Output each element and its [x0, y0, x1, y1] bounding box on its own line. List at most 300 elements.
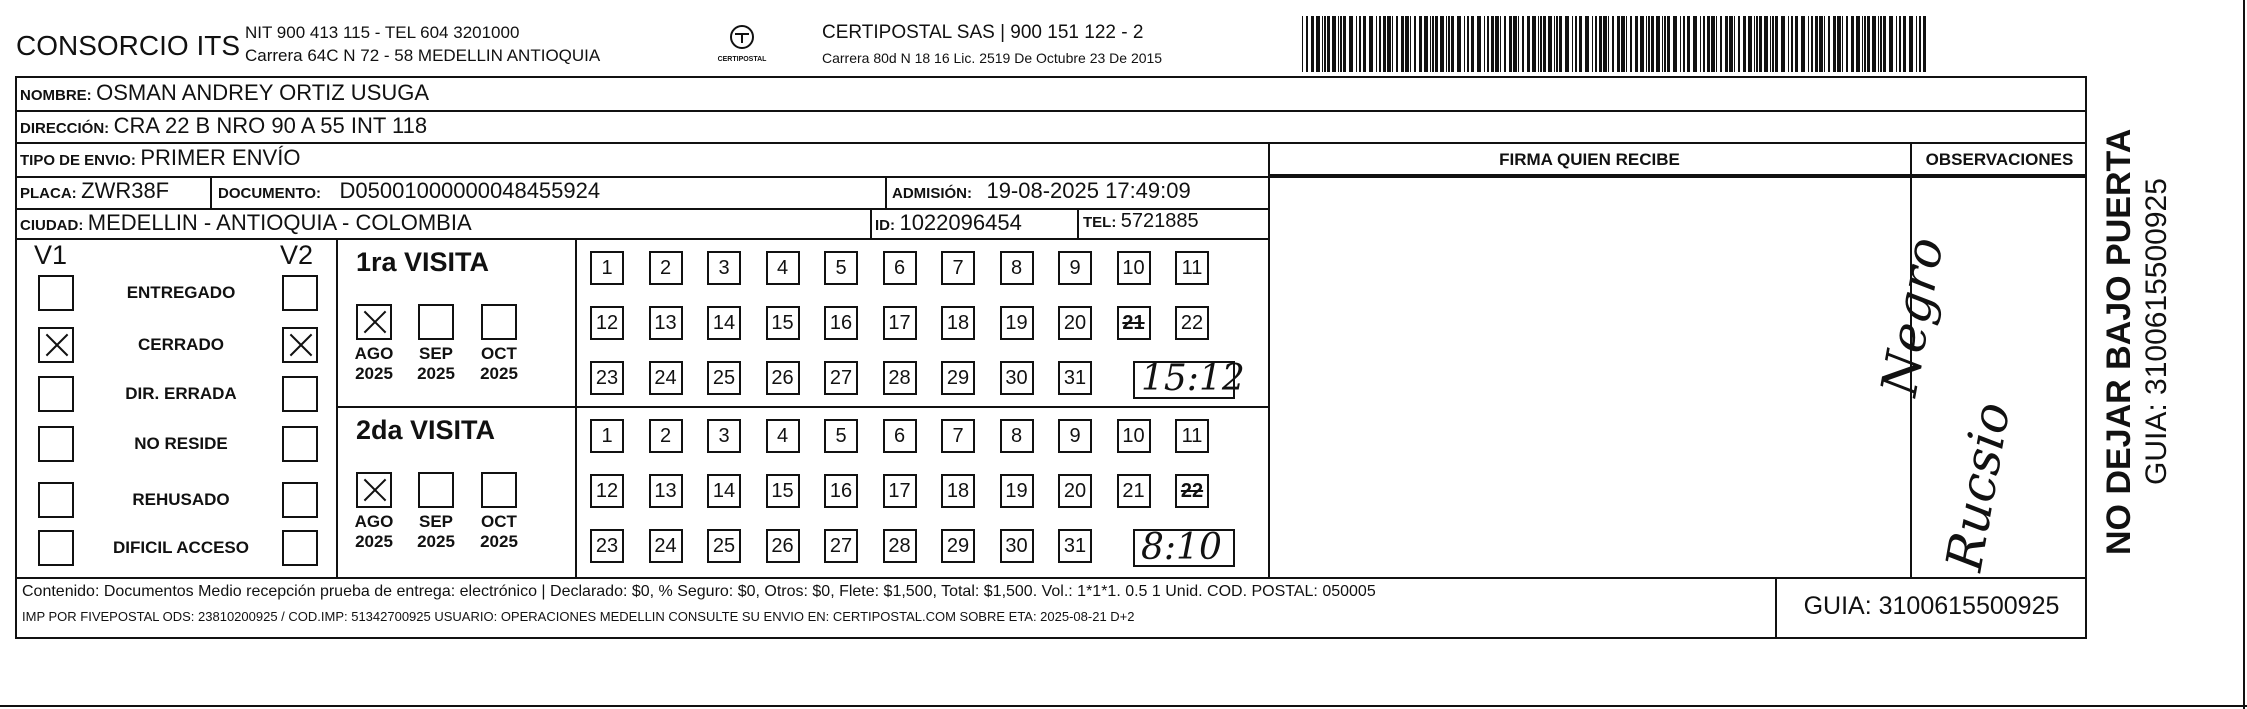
barcode-bar: [1359, 16, 1361, 72]
courier-logo: [712, 22, 772, 68]
barcode-bar: [1725, 16, 1728, 72]
city-value: MEDELLIN - ANTIOQUIA - COLOMBIA: [87, 210, 472, 235]
day-box[interactable]: 28: [883, 529, 917, 563]
barcode-bar: [1720, 16, 1722, 72]
status-label: ENTREGADO: [126, 283, 236, 302]
day-box[interactable]: 8: [1000, 251, 1034, 285]
barcode-bar: [1522, 16, 1524, 72]
barcode-bar: [1306, 16, 1308, 72]
barcode-bar: [1338, 16, 1339, 72]
day-box[interactable]: 3: [707, 419, 741, 453]
day-box[interactable]: 25: [707, 529, 741, 563]
month-label: AGO: [354, 344, 394, 363]
barcode-bar: [1410, 16, 1411, 72]
barcode-bar: [1548, 16, 1552, 72]
v2-checkbox[interactable]: [282, 426, 318, 462]
barcode-bar: [1340, 16, 1342, 72]
name-label: NOMBRE:: [20, 87, 92, 104]
barcode-bar: [1872, 16, 1876, 72]
content-line: Contenido: Documentos Medio recepción prueba de entrega: electrónico | Declarado: $0, % Seguro: $0, Otros: $0, Flete: $1,500, Total: $1,500. Vol.: 1*1*1. 0.5 1 Unid. COD. POSTAL: 050005: [22, 583, 1376, 600]
tel-value: 5721885: [1120, 210, 1199, 232]
month-year: 2025: [480, 532, 518, 551]
barcode-bar: [1363, 16, 1366, 72]
barcode-bar: [1781, 16, 1785, 72]
barcode-bar: [1575, 16, 1577, 72]
barcode-bar: [1919, 16, 1921, 72]
barcode-bar: [1729, 16, 1733, 72]
day-box[interactable]: 20: [1058, 474, 1092, 508]
plate-row: [20, 178, 169, 204]
month-label: AGO: [354, 512, 394, 531]
barcode-bar: [1923, 16, 1926, 72]
barcode-bar: [1864, 16, 1866, 72]
barcode-bar: [1392, 16, 1393, 72]
v2-checkbox[interactable]: [282, 275, 318, 311]
status-label: DIFICIL ACCESO: [112, 538, 249, 557]
divider: [1268, 142, 1270, 577]
shipping-type-value: PRIMER ENVÍO: [140, 145, 301, 170]
id-label: ID:: [875, 217, 895, 234]
barcode-bar: [1748, 16, 1752, 72]
status-label: REHUSADO: [132, 490, 230, 509]
status-label: CERRADO: [138, 335, 224, 354]
barcode-bar: [1617, 16, 1620, 72]
barcode-bar: [1791, 16, 1793, 72]
barcode-bar: [1556, 16, 1558, 72]
barcode-bar: [1538, 16, 1539, 72]
day-box[interactable]: 25: [707, 361, 741, 395]
barcode-bar: [1495, 16, 1499, 72]
barcode-bar: [1322, 16, 1323, 72]
day-box[interactable]: 10: [1117, 419, 1151, 453]
barcode-bar: [1383, 16, 1386, 72]
divider: [15, 142, 2087, 144]
plate-value: ZWR38F: [81, 178, 170, 203]
day-box[interactable]: 24: [649, 361, 683, 395]
barcode-bar: [1916, 16, 1917, 72]
day-box[interactable]: 17: [883, 306, 917, 340]
divider: [336, 406, 1268, 408]
barcode-bar: [1635, 16, 1638, 72]
day-box[interactable]: 3: [707, 251, 741, 285]
barcode-bar: [1846, 16, 1848, 72]
barcode: [1302, 16, 1930, 77]
barcode-bar: [1349, 16, 1353, 72]
company-address: Carrera 64C N 72 - 58 MEDELLIN ANTIOQUIA: [245, 46, 601, 65]
first-visit-label: 1ra VISITA: [356, 247, 490, 277]
barcode-bar: [1419, 16, 1422, 72]
day-box[interactable]: 22: [1175, 474, 1209, 508]
barcode-bar: [1640, 16, 1644, 72]
barcode-bar: [1430, 16, 1431, 72]
divider: [210, 176, 212, 208]
id-value: 1022096454: [899, 210, 1022, 235]
company-nit: NIT 900 413 115 - TEL 604 3201000: [245, 23, 520, 42]
barcode-bar: [1648, 16, 1650, 72]
month-checkbox[interactable]: [481, 472, 517, 508]
day-box[interactable]: 27: [824, 529, 858, 563]
barcode-bar: [1369, 16, 1373, 72]
day-box[interactable]: 30: [1000, 361, 1034, 395]
divider: [885, 176, 887, 208]
barcode-bar: [1811, 16, 1813, 72]
day-box[interactable]: 9: [1058, 419, 1092, 453]
barcode-bar: [1700, 16, 1701, 72]
address-value: CRA 22 B NRO 90 A 55 INT 118: [113, 113, 428, 138]
day-box[interactable]: 17: [883, 474, 917, 508]
barcode-bar: [1693, 16, 1697, 72]
status-label: NO RESIDE: [134, 434, 228, 453]
barcode-bar: [1484, 16, 1485, 72]
visit2-time: 8:10: [1141, 527, 1222, 568]
day-box[interactable]: 2: [649, 251, 683, 285]
month-checkbox[interactable]: [418, 472, 454, 508]
barcode-bar: [1379, 16, 1381, 72]
barcode-bar: [1711, 16, 1715, 72]
barcode-bar: [1862, 16, 1863, 72]
barcode-bar: [1599, 16, 1602, 72]
barcode-bar: [1302, 16, 1303, 72]
day-box[interactable]: 22: [1175, 306, 1209, 340]
month-label: OCT: [481, 344, 517, 363]
document-row: [218, 178, 600, 204]
barcode-bar: [1585, 16, 1589, 72]
barcode-bar: [1662, 16, 1663, 72]
barcode-bar: [1621, 16, 1625, 72]
divider: [15, 238, 1269, 240]
barcode-bar: [1509, 16, 1512, 72]
month-year: 2025: [480, 364, 518, 383]
barcode-bar: [1856, 16, 1860, 72]
barcode-bar: [1579, 16, 1582, 72]
month-checkbox[interactable]: [356, 472, 392, 508]
barcode-bar: [1646, 16, 1647, 72]
barcode-bar: [1656, 16, 1660, 72]
status-label: DIR. ERRADA: [125, 384, 237, 403]
day-box[interactable]: 19: [1000, 306, 1034, 340]
address-label: DIRECCIÓN:: [20, 120, 110, 137]
barcode-bar: [1801, 16, 1805, 72]
v1-checkbox[interactable]: [38, 426, 74, 462]
barcode-bar: [1401, 16, 1404, 72]
barcode-bar: [1565, 16, 1569, 72]
day-box[interactable]: 26: [766, 361, 800, 395]
v1-label: V1: [34, 240, 68, 270]
v2-label: V2: [280, 240, 314, 270]
day-box[interactable]: 21: [1117, 306, 1151, 340]
barcode-bar: [1477, 16, 1481, 72]
barcode-bar: [1471, 16, 1474, 72]
imp-line: IMP POR FIVEPOSTAL ODS: 23810200925 / COD.IMP: 51342700925 USUARIO: OPERACIONES MEDELLIN CONSULTE SU ENVIO EN: CERTIPOSTAL.COM SOBRE ETA: 2025-08-21 D+2: [22, 609, 1135, 624]
barcode-bar: [1595, 16, 1597, 72]
day-box[interactable]: 8: [1000, 419, 1034, 453]
barcode-bar: [1464, 16, 1465, 72]
day-box[interactable]: 27: [824, 361, 858, 395]
barcode-bar: [1440, 16, 1444, 72]
barcode-bar: [1554, 16, 1555, 72]
barcode-bar: [1612, 16, 1614, 72]
second-visit-label: 2da VISITA: [356, 415, 496, 445]
barcode-bar: [1540, 16, 1542, 72]
barcode-bar: [1457, 16, 1461, 72]
barcode-bar: [1332, 16, 1336, 72]
v1-checkbox[interactable]: [38, 482, 74, 518]
day-box[interactable]: 6: [883, 419, 917, 453]
day-box[interactable]: 11: [1175, 419, 1209, 453]
barcode-bar: [1324, 16, 1326, 72]
day-box[interactable]: 1: [590, 251, 624, 285]
barcode-bar: [1667, 16, 1670, 72]
barcode-bar: [1414, 16, 1416, 72]
barcode-bar: [1603, 16, 1607, 72]
barcode-bar: [1828, 16, 1830, 72]
month-checkbox[interactable]: [356, 304, 392, 340]
v2-checkbox[interactable]: [282, 482, 318, 518]
barcode-bar: [1626, 16, 1627, 72]
day-box[interactable]: 7: [941, 419, 975, 453]
barcode-bar: [1808, 16, 1809, 72]
footer-guia: GUIA: 3100615500925: [1803, 592, 2060, 620]
barcode-bar: [1513, 16, 1517, 72]
right-edge: [2243, 0, 2245, 709]
barcode-bar: [1467, 16, 1469, 72]
day-box[interactable]: 20: [1058, 306, 1092, 340]
barcode-bar: [1572, 16, 1573, 72]
barcode-bar: [1851, 16, 1854, 72]
barcode-bar: [1687, 16, 1690, 72]
barcode-bar: [1716, 16, 1717, 72]
barcode-bar: [1764, 16, 1768, 72]
day-box[interactable]: 28: [883, 361, 917, 395]
day-box[interactable]: 24: [649, 529, 683, 563]
barcode-bar: [1878, 16, 1879, 72]
barcode-bar: [1909, 16, 1913, 72]
courier-line2: Carrera 80d N 18 16 Lic. 2519 De Octubre 23 De 2015: [822, 50, 1163, 66]
day-box[interactable]: 23: [590, 529, 624, 563]
barcode-bar: [1396, 16, 1398, 72]
day-box[interactable]: 14: [707, 306, 741, 340]
barcode-bar: [1651, 16, 1654, 72]
observation-line2: Rucsio: [1935, 397, 2022, 576]
barcode-bar: [1819, 16, 1823, 72]
barcode-bar: [1451, 16, 1454, 72]
barcode-bar: [1559, 16, 1562, 72]
barcode-bar: [1448, 16, 1450, 72]
barcode-bar: [1903, 16, 1906, 72]
day-box[interactable]: 4: [766, 251, 800, 285]
barcode-bar: [1327, 16, 1330, 72]
day-box[interactable]: 15: [766, 474, 800, 508]
barcode-icon: [1302, 16, 1930, 72]
month-year: 2025: [417, 532, 455, 551]
name-row: [20, 80, 429, 106]
barcode-bar: [1432, 16, 1434, 72]
barcode-bar: [1518, 16, 1519, 72]
barcode-bar: [1500, 16, 1501, 72]
id-row: [875, 210, 1022, 236]
day-box[interactable]: 2: [649, 419, 683, 453]
courier-logo-text: CERTIPOSTAL: [717, 56, 767, 63]
month-year: 2025: [355, 364, 393, 383]
barcode-bar: [1683, 16, 1685, 72]
day-box[interactable]: 31: [1058, 529, 1092, 563]
barcode-bar: [1630, 16, 1632, 72]
barcode-bar: [1707, 16, 1710, 72]
barcode-bar: [1883, 16, 1886, 72]
name-value: OSMAN ANDREY ORTIZ USUGA: [96, 80, 430, 105]
month-year: 2025: [417, 364, 455, 383]
day-box[interactable]: 5: [824, 251, 858, 285]
month-checkbox[interactable]: [481, 304, 517, 340]
day-box[interactable]: 13: [649, 306, 683, 340]
divider: [15, 110, 2087, 112]
barcode-bar: [1680, 16, 1681, 72]
barcode-bar: [1889, 16, 1893, 72]
barcode-bar: [1896, 16, 1897, 72]
document-value: D05001000000048455924: [339, 178, 601, 203]
barcode-bar: [1775, 16, 1778, 72]
day-box[interactable]: 30: [1000, 529, 1034, 563]
city-label: CIUDAD:: [20, 217, 84, 234]
barcode-bar: [1738, 16, 1740, 72]
company-name: CONSORCIO ITS: [16, 30, 241, 61]
day-box[interactable]: 11: [1175, 251, 1209, 285]
v2-checkbox[interactable]: [282, 376, 318, 412]
month-label: SEP: [418, 512, 454, 531]
day-box[interactable]: 31: [1058, 361, 1092, 395]
barcode-bar: [1759, 16, 1762, 72]
barcode-bar: [1837, 16, 1841, 72]
document-label: DOCUMENTO:: [218, 185, 322, 202]
barcode-bar: [1756, 16, 1758, 72]
month-year: 2025: [355, 532, 393, 551]
observations-header: OBSERVACIONES: [1925, 150, 2074, 169]
barcode-bar: [1387, 16, 1391, 72]
barcode-bar: [1343, 16, 1346, 72]
day-box[interactable]: 26: [766, 529, 800, 563]
shipping-type-label: TIPO DE ENVIO:: [20, 152, 136, 169]
barcode-bar: [1754, 16, 1755, 72]
day-box[interactable]: 12: [590, 474, 624, 508]
v1-checkbox[interactable]: [38, 327, 74, 363]
barcode-bar: [1356, 16, 1357, 72]
day-box[interactable]: 29: [941, 361, 975, 395]
day-box[interactable]: 9: [1058, 251, 1092, 285]
tel-label: TEL:: [1083, 214, 1117, 231]
v1-checkbox[interactable]: [38, 376, 74, 412]
barcode-bar: [1532, 16, 1536, 72]
day-box[interactable]: 13: [649, 474, 683, 508]
barcode-bar: [1795, 16, 1798, 72]
barcode-bar: [1446, 16, 1447, 72]
day-box[interactable]: 23: [590, 361, 624, 395]
day-box[interactable]: 14: [707, 474, 741, 508]
barcode-bar: [1376, 16, 1377, 72]
address-row: [20, 113, 427, 139]
admission-label: ADMISIÓN:: [892, 185, 972, 202]
month-label: OCT: [481, 512, 517, 531]
barcode-bar: [1504, 16, 1506, 72]
barcode-bar: [1608, 16, 1609, 72]
divider: [870, 208, 872, 238]
barcode-bar: [1788, 16, 1789, 72]
day-box[interactable]: 7: [941, 251, 975, 285]
visit1-time: 15:12: [1141, 358, 1245, 399]
barcode-bar: [1527, 16, 1530, 72]
month-checkbox[interactable]: [418, 304, 454, 340]
barcode-bar: [1491, 16, 1494, 72]
day-box[interactable]: 18: [941, 474, 975, 508]
barcode-bar: [1772, 16, 1774, 72]
barcode-bar: [1842, 16, 1843, 72]
barcode-bar: [1435, 16, 1438, 72]
barcode-bar: [1673, 16, 1677, 72]
day-box[interactable]: 6: [883, 251, 917, 285]
day-box[interactable]: 18: [941, 306, 975, 340]
admission-value: 19-08-2025 17:49:09: [986, 178, 1191, 203]
shipping-type-row: [20, 145, 300, 171]
barcode-bar: [1405, 16, 1409, 72]
signature-header: FIRMA QUIEN RECIBE: [1499, 150, 1680, 169]
barcode-bar: [1770, 16, 1771, 72]
barcode-bar: [1311, 16, 1314, 72]
v2-checkbox[interactable]: [282, 327, 318, 363]
day-box[interactable]: 16: [824, 306, 858, 340]
tel-row: [1083, 210, 1199, 233]
barcode-bar: [1880, 16, 1882, 72]
plate-label: PLACA:: [20, 185, 77, 202]
barcode-bar: [1734, 16, 1735, 72]
day-box[interactable]: 19: [1000, 474, 1034, 508]
day-box[interactable]: 4: [766, 419, 800, 453]
barcode-bar: [1867, 16, 1870, 72]
barcode-bar: [1664, 16, 1666, 72]
courier-line1: CERTIPOSTAL SAS | 900 151 122 - 2: [822, 22, 1144, 43]
divider: [1077, 208, 1079, 238]
barcode-bar: [1703, 16, 1705, 72]
day-box[interactable]: 15: [766, 306, 800, 340]
barcode-bar: [1592, 16, 1593, 72]
day-box[interactable]: 10: [1117, 251, 1151, 285]
barcode-bar: [1833, 16, 1836, 72]
v2-checkbox[interactable]: [282, 530, 318, 566]
city-row: [20, 210, 472, 236]
side-warning: NO DEJAR BAJO PUERTA: [2100, 128, 2138, 555]
observation-line1: Negro: [1870, 233, 1955, 401]
day-box[interactable]: 16: [824, 474, 858, 508]
side-guia: GUIA: 3100615500925: [2140, 178, 2173, 485]
divider: [1269, 174, 2087, 176]
barcode-bar: [1815, 16, 1818, 72]
day-box[interactable]: 29: [941, 529, 975, 563]
v1-checkbox[interactable]: [38, 275, 74, 311]
barcode-bar: [1899, 16, 1901, 72]
barcode-bar: [1824, 16, 1825, 72]
bottom-edge: [0, 705, 2247, 707]
day-box[interactable]: 5: [824, 419, 858, 453]
barcode-bar: [1487, 16, 1489, 72]
barcode-bar: [1543, 16, 1546, 72]
barcode-bar: [1316, 16, 1320, 72]
admission-row: [892, 178, 1191, 204]
month-label: SEP: [418, 344, 454, 363]
barcode-bar: [1743, 16, 1746, 72]
barcode-bar: [1424, 16, 1428, 72]
v1-checkbox[interactable]: [38, 530, 74, 566]
day-box[interactable]: 21: [1117, 474, 1151, 508]
day-box[interactable]: 1: [590, 419, 624, 453]
day-box[interactable]: 12: [590, 306, 624, 340]
